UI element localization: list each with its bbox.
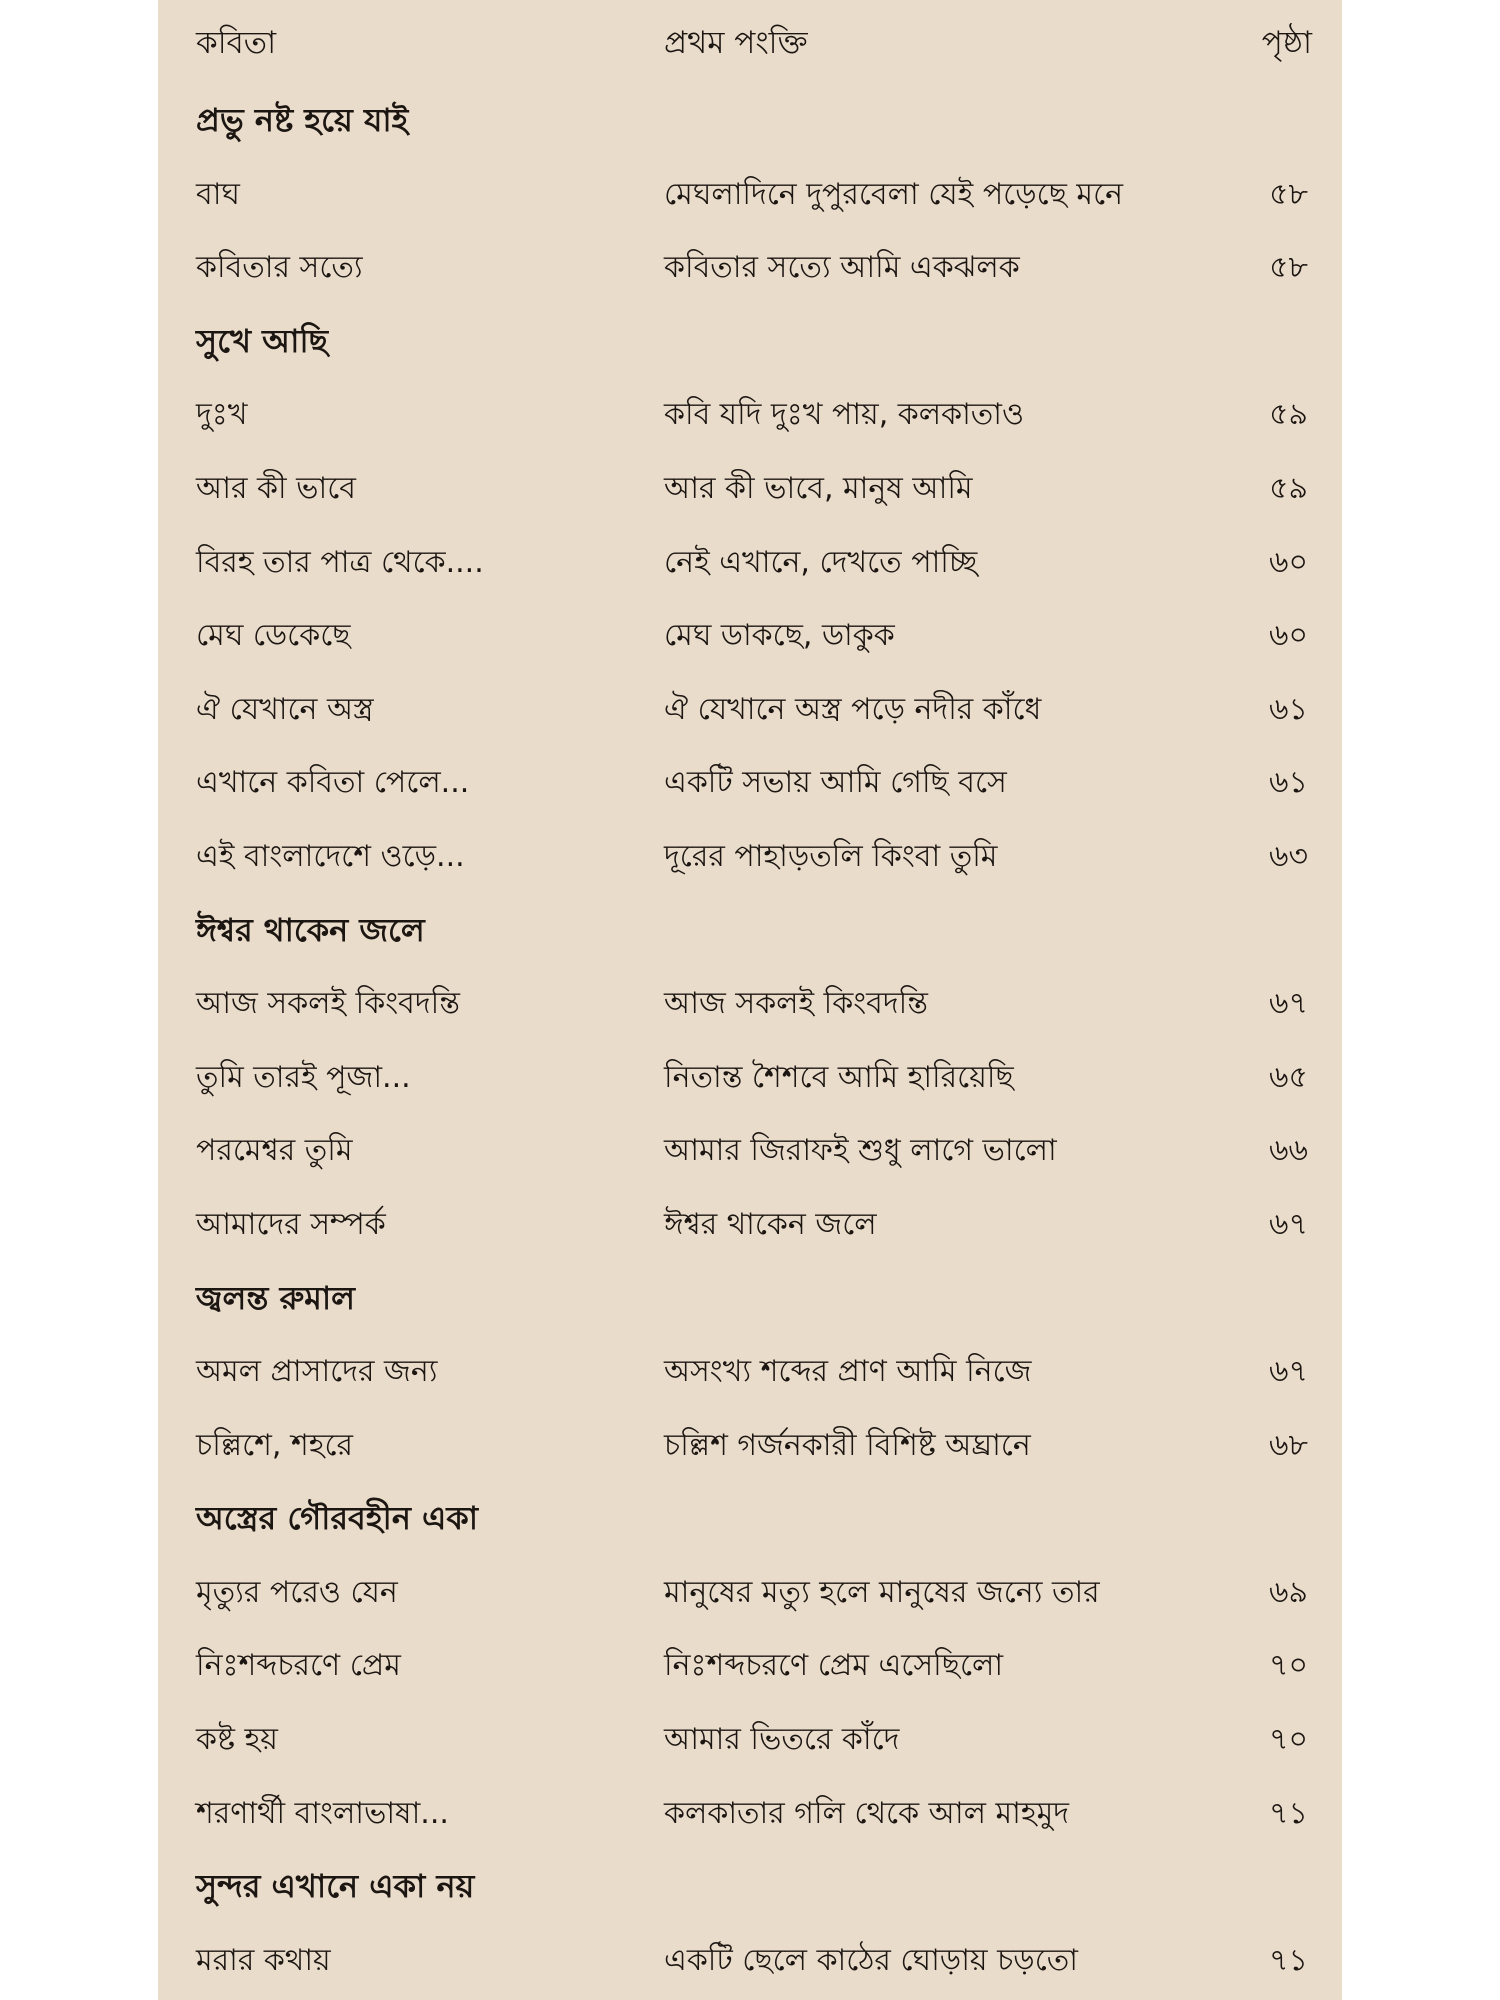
first-line: একটি ছেলে কাঠের ঘোড়ায় চড়তো [664,1942,1078,1978]
page-number: ৬৭ [1268,986,1308,1022]
first-line: অসংখ্য শব্দের প্রাণ আমি নিজে [664,1354,1032,1390]
toc-entry [158,1409,1342,1483]
toc-entry [158,1114,1342,1188]
page-number: ৫৯ [1269,470,1308,506]
page-number: ৬৮ [1269,1427,1308,1463]
header-poem-column: কবিতা [196,25,277,61]
first-line: চল্লিশ গর্জনকারী বিশিষ্ট অঘ্রানে [664,1427,1031,1463]
page-number: ৬৭ [1268,1206,1308,1242]
page-number: ৫৮ [1269,250,1308,286]
toc-entry [158,231,1342,305]
toc-entry [158,673,1342,747]
first-line: নিতান্ত শৈশবে আমি হারিয়েছি [664,1059,1014,1095]
section-heading [158,1850,1342,1924]
poem-title: এই বাংলাদেশে ওড়ে... [196,838,465,874]
poem-title: দুঃখ [196,397,248,433]
first-line: আমার ভিতরে কাঁদে [664,1722,900,1758]
section-title: জ্বলন্ত রুমাল [196,1278,356,1317]
poem-title: কষ্ট হয় [196,1722,278,1758]
toc-entry [158,378,1342,452]
poem-title: অমল প্রাসাদের জন্য [196,1354,438,1390]
poem-title: শরণার্থী বাংলাভাষা... [196,1795,449,1831]
poem-title: ঐ যেখানে অস্ত্র [196,691,374,727]
page-number: ৬৬ [1268,1133,1308,1169]
poem-title: আর কী ভাবে [196,470,356,506]
section-heading [158,1262,1342,1336]
book-page [158,0,1342,2000]
page-number: ৬৯ [1269,1574,1308,1610]
page-number: ৭১ [1269,1795,1308,1831]
poem-title: নিঃশব্দচরণে প্রেম [196,1648,401,1684]
first-line: আজ সকলই কিংবদন্তি [664,986,928,1022]
poem-title: মৃত্যুর পরেও যেন [196,1574,398,1610]
poem-title: আজ সকলই কিংবদন্তি [196,986,460,1022]
first-line: মেঘলাদিনে দুপুরবেলা যেই পড়েছে মনে [664,176,1124,212]
poem-title: এখানে কবিতা পেলে... [196,765,470,801]
first-line: মানুষের মত্যু হলে মানুষের জন্যে তার [664,1574,1100,1610]
toc-entry [158,1777,1342,1851]
first-line: কবি যদি দুঃখ পায়, কলকাতাও [664,397,1025,433]
first-line: নিঃশব্দচরণে প্রেম এসেছিলো [664,1648,1004,1684]
poem-title: কবিতার সত্যে [196,250,363,286]
page-number: ৬১ [1269,691,1308,727]
first-line: আর কী ভাবে, মানুষ আমি [664,470,973,506]
first-line: ঐ যেখানে অস্ত্র পড়ে নদীর কাঁধে [664,691,1042,727]
section-title: অস্ত্রের গৌরবহীন একা [196,1499,479,1538]
toc-entry [158,452,1342,526]
section-heading [158,305,1342,379]
toc-entry [158,1703,1342,1777]
page-number: ৫৯ [1269,397,1308,433]
section-heading [158,84,1342,158]
section-title: প্রভু নষ্ট হয়ে যাই [196,101,409,139]
first-line: কলকাতার গলি থেকে আল মাহমুদ [664,1795,1070,1831]
page-number: ৬০ [1268,618,1308,654]
toc-entry [158,1924,1342,1998]
poem-title: চল্লিশে, শহরে [196,1427,354,1463]
toc-entry [158,746,1342,820]
toc-entry [158,1041,1342,1115]
header-page-column: পৃষ্ঠা [1261,25,1312,61]
page-number: ৬৫ [1269,1059,1308,1095]
poem-title: মেঘ ডেকেছে [196,618,351,654]
toc-entry [158,820,1342,894]
page-number: ৬০ [1268,544,1308,580]
page-number: ৬১ [1269,765,1308,801]
section-heading [158,894,1342,968]
first-line: দূরের পাহাড়তলি কিংবা তুমি [664,838,998,874]
poem-title: বাঘ [196,176,240,212]
first-line: ঈশ্বর থাকেন জলে [664,1206,877,1242]
page-number: ৭০ [1268,1722,1308,1758]
first-line: মেঘ ডাকছে, ডাকুক [664,618,895,654]
section-title: সুন্দর এখানে একা নয় [196,1867,475,1906]
page-number: ৭০ [1268,1648,1308,1684]
section-title: সুখে আছি [196,321,329,360]
header-first-line-column: প্রথম পংক্তি [664,25,808,61]
first-line: কবিতার সত্যে আমি একঝলক [664,250,1020,286]
first-line: একটি সভায় আমি গেছি বসে [664,765,1007,801]
poem-title: বিরহ তার পাত্র থেকে.... [196,544,484,580]
toc-list [158,84,1342,1997]
first-line: নেই এখানে, দেখতে পাচ্ছি [664,544,978,580]
toc-entry [158,526,1342,600]
page-number: ৬৭ [1268,1354,1308,1390]
page-number: ৫৮ [1269,176,1308,212]
section-heading [158,1482,1342,1556]
poem-title: মরার কথায় [196,1942,331,1978]
toc-entry [158,158,1342,232]
toc-entry [158,1556,1342,1630]
toc-entry [158,1188,1342,1262]
page-number: ৬৩ [1268,838,1308,874]
poem-title: আমাদের সম্পর্ক [196,1206,386,1242]
toc-entry [158,599,1342,673]
toc-entry [158,967,1342,1041]
first-line: আমার জিরাফই শুধু লাগে ভালো [664,1133,1057,1169]
section-title: ঈশ্বর থাকেন জলে [196,910,425,949]
poem-title: তুমি তারই পূজা... [196,1059,411,1095]
toc-header [158,18,1342,68]
page-number: ৭১ [1269,1942,1308,1978]
poem-title: পরমেশ্বর তুমি [196,1133,353,1169]
toc-entry [158,1335,1342,1409]
toc-entry [158,1629,1342,1703]
